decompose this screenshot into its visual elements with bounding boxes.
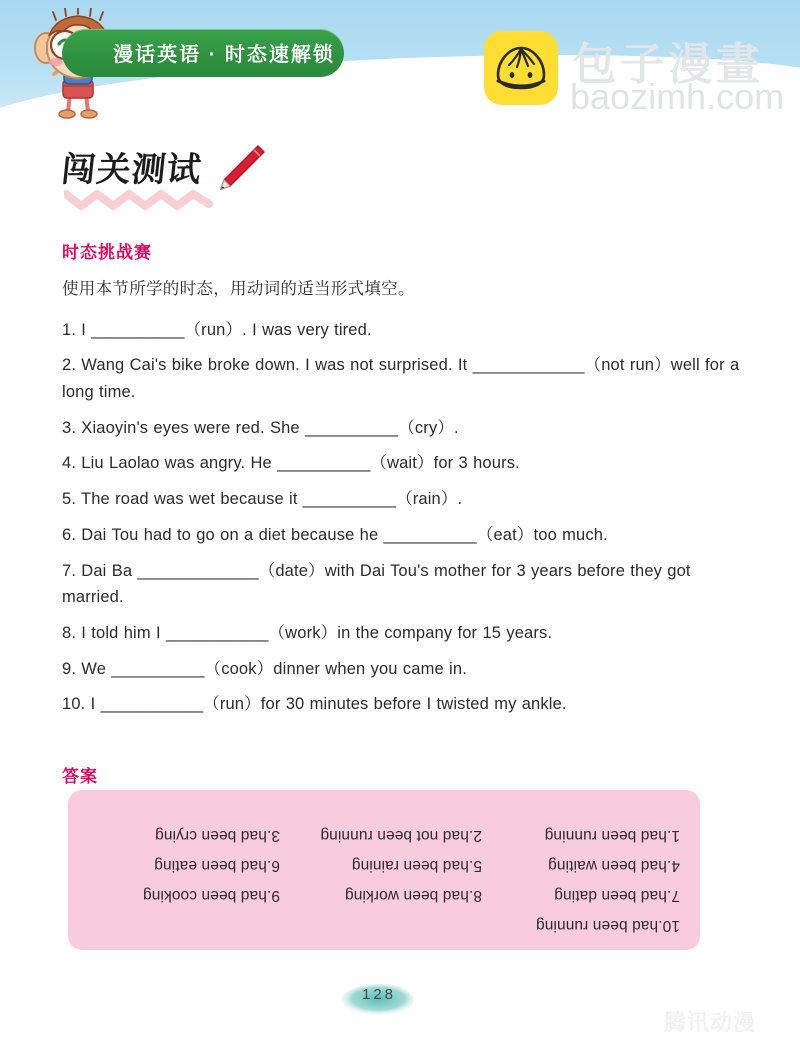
question-item: 3. Xiaoyin's eyes were red. She __________（cry）.: [62, 418, 459, 437]
answer-cell: 8.had been working: [344, 887, 482, 904]
answer-cell: 5.had been raining: [351, 857, 482, 874]
answers-grid: [88, 814, 680, 934]
exercise-subtitle: 时态挑战赛: [62, 243, 152, 262]
answers-row: [88, 916, 680, 934]
question-item: 5. The road was wet because it __________（rain）.: [62, 490, 463, 509]
answer-cell: 2.had not been running: [320, 827, 482, 844]
answer-cell: 10.had been running: [535, 917, 680, 934]
bun-icon: [492, 45, 550, 93]
answers-row: [88, 886, 680, 904]
answer-cell: [280, 916, 482, 934]
answer-cell: 9.had been cooking: [142, 887, 280, 904]
answer-cell: 3.had been crying: [155, 827, 280, 844]
answer-cell: [88, 916, 280, 934]
answer-cell: 4.had been waiting: [548, 857, 680, 874]
answers-row: [88, 826, 680, 844]
page-title: 闯关测试: [59, 150, 204, 190]
page-header: [0, 0, 800, 140]
answer-cell: 6.had been eating: [154, 857, 280, 874]
question-list: [62, 317, 742, 719]
pink-zigzag-underline-icon: [64, 188, 222, 210]
question-item: 8. I told him I ___________（work）in the company for 15 years.: [62, 624, 553, 643]
question-item: 4. Liu Laolao was angry. He __________（wait）for 3 hours.: [62, 454, 520, 473]
answers-box: [68, 790, 700, 950]
tencent-comics-watermark: 腾讯动漫: [664, 1010, 757, 1035]
question-item: 10. I ___________（run）for 30 minutes before I twisted my ankle.: [62, 695, 567, 714]
exercise-content: [62, 238, 742, 727]
section-title-block: [59, 142, 322, 222]
answers-heading: 答案: [62, 767, 98, 786]
question-item: 9. We __________（cook）dinner when you came in.: [62, 659, 467, 678]
answer-cell: 7.had been dating: [554, 887, 680, 904]
question-item: 6. Dai Tou had to go on a diet because he __________（eat）too much.: [62, 525, 608, 544]
chapter-banner-title: 漫话英语 · 时态速解锁: [113, 44, 335, 66]
answers-row: [88, 856, 680, 874]
baozimh-logo: [484, 31, 558, 105]
page-number: 128: [361, 986, 397, 1003]
answer-cell: 1.had been running: [544, 827, 680, 844]
exercise-instruction: 使用本节所学的时态，用动词的适当形式填空。: [62, 280, 415, 298]
question-item: 2. Wang Cai's bike broke down. I was not surprised. It ____________（not run）well for a long time.: [62, 356, 740, 401]
question-item: 7. Dai Ba _____________（date）with Dai Tou's mother for 3 years before they got married.: [62, 561, 691, 607]
watermark-chinese-text: 包子漫畫: [572, 40, 764, 89]
question-item: 1. I __________（run）. I was very tired.: [62, 320, 372, 339]
watermark-domain-text: baozimh.com: [570, 76, 785, 117]
